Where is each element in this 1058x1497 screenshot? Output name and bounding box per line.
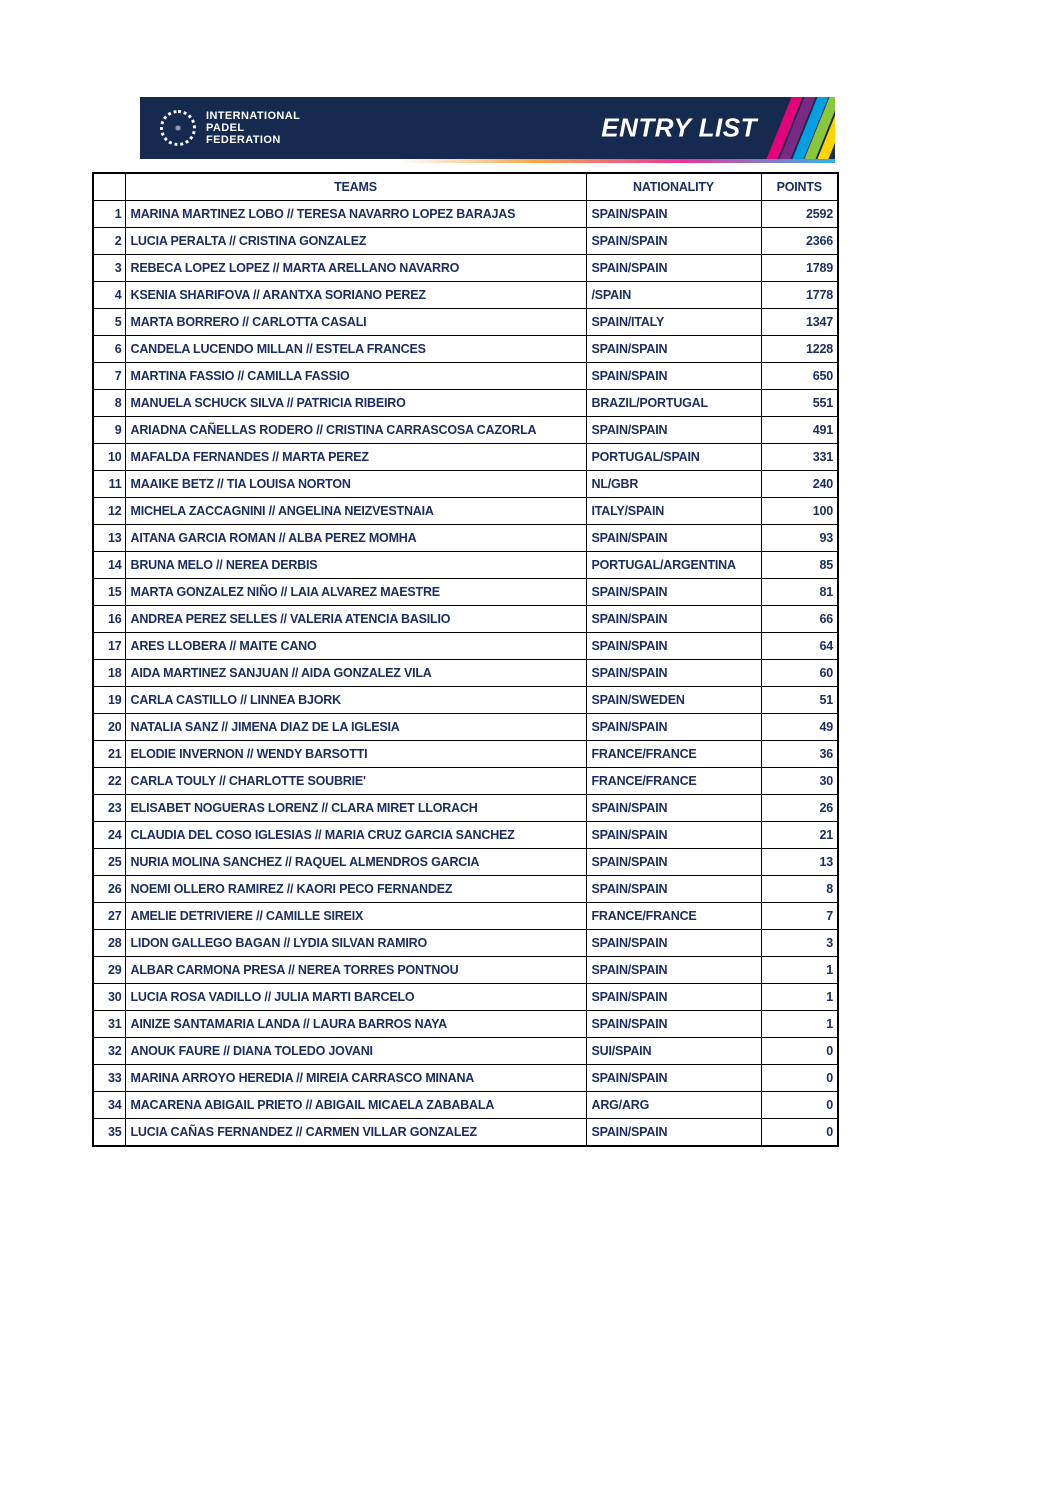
team-cell: AINIZE SANTAMARIA LANDA // LAURA BARROS NAYA (125, 1011, 586, 1038)
points-cell: 49 (761, 714, 838, 741)
entry-list-table (92, 172, 839, 1147)
team-cell: MAFALDA FERNANDES // MARTA PEREZ (125, 444, 586, 471)
table-row (93, 525, 838, 552)
nationality-cell: SPAIN/SPAIN (586, 201, 761, 228)
table-row (93, 984, 838, 1011)
nationality-cell: ARG/ARG (586, 1092, 761, 1119)
nationality-cell: SPAIN/SPAIN (586, 984, 761, 1011)
points-cell: 2592 (761, 201, 838, 228)
points-cell: 8 (761, 876, 838, 903)
rank-cell: 24 (93, 822, 125, 849)
table-row (93, 282, 838, 309)
team-cell: MARINA ARROYO HEREDIA // MIREIA CARRASCO MINANA (125, 1065, 586, 1092)
nationality-cell: FRANCE/FRANCE (586, 768, 761, 795)
nationality-cell: SPAIN/SPAIN (586, 1065, 761, 1092)
points-cell: 7 (761, 903, 838, 930)
table-row (93, 444, 838, 471)
nationality-cell: SPAIN/SPAIN (586, 228, 761, 255)
rank-cell: 16 (93, 606, 125, 633)
table-row (93, 390, 838, 417)
nationality-cell: SPAIN/SPAIN (586, 417, 761, 444)
points-cell: 650 (761, 363, 838, 390)
points-cell: 13 (761, 849, 838, 876)
banner-stripes-decoration (777, 97, 835, 159)
logo-line-1: INTERNATIONAL (206, 110, 301, 122)
points-cell: 240 (761, 471, 838, 498)
rank-cell: 18 (93, 660, 125, 687)
team-cell: MANUELA SCHUCK SILVA // PATRICIA RIBEIRO (125, 390, 586, 417)
rank-header (93, 173, 125, 201)
points-cell: 551 (761, 390, 838, 417)
nationality-cell: SPAIN/SPAIN (586, 336, 761, 363)
team-cell: CARLA TOULY // CHARLOTTE SOUBRIE' (125, 768, 586, 795)
team-cell: MAAIKE BETZ // TIA LOUISA NORTON (125, 471, 586, 498)
team-cell: ELODIE INVERNON // WENDY BARSOTTI (125, 741, 586, 768)
points-cell: 1 (761, 984, 838, 1011)
team-cell: AIDA MARTINEZ SANJUAN // AIDA GONZALEZ VILA (125, 660, 586, 687)
ipf-logo-text (206, 110, 300, 146)
table-row (93, 579, 838, 606)
team-cell: LIDON GALLEGO BAGAN // LYDIA SILVAN RAMIRO (125, 930, 586, 957)
table-row (93, 1119, 838, 1147)
table-row (93, 255, 838, 282)
ipf-logo (160, 110, 300, 146)
team-cell: MARTINA FASSIO // CAMILLA FASSIO (125, 363, 586, 390)
points-cell: 81 (761, 579, 838, 606)
nationality-cell: PORTUGAL/ARGENTINA (586, 552, 761, 579)
nationality-cell: SPAIN/SWEDEN (586, 687, 761, 714)
rank-cell: 2 (93, 228, 125, 255)
rank-cell: 14 (93, 552, 125, 579)
ipf-globe-icon (160, 110, 196, 146)
teams-header: TEAMS (125, 173, 586, 201)
team-cell: AITANA GARCIA ROMAN // ALBA PEREZ MOMHA (125, 525, 586, 552)
points-cell: 66 (761, 606, 838, 633)
rank-cell: 32 (93, 1038, 125, 1065)
rank-cell: 12 (93, 498, 125, 525)
table-row (93, 660, 838, 687)
logo-line-2: PADEL (206, 122, 245, 134)
points-cell: 0 (761, 1092, 838, 1119)
team-cell: MARTA BORRERO // CARLOTTA CASALI (125, 309, 586, 336)
rank-cell: 34 (93, 1092, 125, 1119)
rank-cell: 20 (93, 714, 125, 741)
team-cell: MACARENA ABIGAIL PRIETO // ABIGAIL MICAELA ZABABALA (125, 1092, 586, 1119)
rank-cell: 23 (93, 795, 125, 822)
table-row (93, 903, 838, 930)
table-row (93, 201, 838, 228)
rank-cell: 6 (93, 336, 125, 363)
table-row (93, 1065, 838, 1092)
rank-cell: 10 (93, 444, 125, 471)
table-row (93, 498, 838, 525)
points-cell: 85 (761, 552, 838, 579)
table-row (93, 417, 838, 444)
points-cell: 51 (761, 687, 838, 714)
table-row (93, 471, 838, 498)
table-row (93, 741, 838, 768)
rank-cell: 4 (93, 282, 125, 309)
rank-cell: 25 (93, 849, 125, 876)
points-cell: 1778 (761, 282, 838, 309)
nationality-cell: PORTUGAL/SPAIN (586, 444, 761, 471)
team-cell: ANDREA PEREZ SELLES // VALERIA ATENCIA BASILIO (125, 606, 586, 633)
points-cell: 1 (761, 1011, 838, 1038)
points-cell: 100 (761, 498, 838, 525)
team-cell: ARIADNA CAÑELLAS RODERO // CRISTINA CARRASCOSA CAZORLA (125, 417, 586, 444)
team-cell: NATALIA SANZ // JIMENA DIAZ DE LA IGLESIA (125, 714, 586, 741)
rank-cell: 26 (93, 876, 125, 903)
banner-underline-decoration (400, 159, 835, 163)
nationality-cell: SPAIN/SPAIN (586, 1011, 761, 1038)
table-row (93, 336, 838, 363)
nationality-cell: SPAIN/SPAIN (586, 795, 761, 822)
logo-line-3: FEDERATION (206, 134, 281, 146)
points-cell: 60 (761, 660, 838, 687)
nationality-cell: SPAIN/SPAIN (586, 525, 761, 552)
team-cell: MARINA MARTINEZ LOBO // TERESA NAVARRO LOPEZ BARAJAS (125, 201, 586, 228)
rank-cell: 31 (93, 1011, 125, 1038)
table-header-row (93, 173, 838, 201)
points-cell: 26 (761, 795, 838, 822)
table-row (93, 309, 838, 336)
nationality-cell: SPAIN/SPAIN (586, 579, 761, 606)
nationality-cell: SPAIN/SPAIN (586, 930, 761, 957)
nationality-cell: SPAIN/ITALY (586, 309, 761, 336)
rank-cell: 28 (93, 930, 125, 957)
rank-cell: 35 (93, 1119, 125, 1147)
table-row (93, 795, 838, 822)
team-cell: CANDELA LUCENDO MILLAN // ESTELA FRANCES (125, 336, 586, 363)
nationality-cell: SPAIN/SPAIN (586, 876, 761, 903)
table-row (93, 714, 838, 741)
rank-cell: 9 (93, 417, 125, 444)
nationality-cell: FRANCE/FRANCE (586, 903, 761, 930)
table-row (93, 687, 838, 714)
points-cell: 1228 (761, 336, 838, 363)
table-row (93, 849, 838, 876)
nationality-cell: SPAIN/SPAIN (586, 1119, 761, 1147)
points-cell: 1789 (761, 255, 838, 282)
team-cell: AMELIE DETRIVIERE // CAMILLE SIREIX (125, 903, 586, 930)
page-title: ENTRY LIST (601, 112, 757, 143)
team-cell: ARES LLOBERA // MAITE CANO (125, 633, 586, 660)
table-row (93, 1038, 838, 1065)
rank-cell: 27 (93, 903, 125, 930)
nationality-header: NATIONALITY (586, 173, 761, 201)
team-cell: KSENIA SHARIFOVA // ARANTXA SORIANO PEREZ (125, 282, 586, 309)
rank-cell: 8 (93, 390, 125, 417)
table-row (93, 876, 838, 903)
nationality-cell: SPAIN/SPAIN (586, 255, 761, 282)
team-cell: CLAUDIA DEL COSO IGLESIAS // MARIA CRUZ GARCIA SANCHEZ (125, 822, 586, 849)
points-cell: 30 (761, 768, 838, 795)
entry-table-body (93, 201, 838, 1147)
team-cell: NURIA MOLINA SANCHEZ // RAQUEL ALMENDROS GARCIA (125, 849, 586, 876)
nationality-cell: SPAIN/SPAIN (586, 606, 761, 633)
table-row (93, 1011, 838, 1038)
points-cell: 1347 (761, 309, 838, 336)
team-cell: ANOUK FAURE // DIANA TOLEDO JOVANI (125, 1038, 586, 1065)
points-cell: 0 (761, 1038, 838, 1065)
table-row (93, 633, 838, 660)
points-cell: 0 (761, 1065, 838, 1092)
points-cell: 64 (761, 633, 838, 660)
points-cell: 3 (761, 930, 838, 957)
nationality-cell: SPAIN/SPAIN (586, 849, 761, 876)
points-header: POINTS (761, 173, 838, 201)
rank-cell: 1 (93, 201, 125, 228)
rank-cell: 5 (93, 309, 125, 336)
table-row (93, 1092, 838, 1119)
team-cell: LUCIA PERALTA // CRISTINA GONZALEZ (125, 228, 586, 255)
table-row (93, 957, 838, 984)
table-row (93, 228, 838, 255)
team-cell: ELISABET NOGUERAS LORENZ // CLARA MIRET LLORACH (125, 795, 586, 822)
points-cell: 491 (761, 417, 838, 444)
rank-cell: 15 (93, 579, 125, 606)
rank-cell: 17 (93, 633, 125, 660)
rank-cell: 29 (93, 957, 125, 984)
nationality-cell: SPAIN/SPAIN (586, 660, 761, 687)
team-cell: CARLA CASTILLO // LINNEA BJORK (125, 687, 586, 714)
points-cell: 21 (761, 822, 838, 849)
nationality-cell: SPAIN/SPAIN (586, 822, 761, 849)
team-cell: LUCIA CAÑAS FERNANDEZ // CARMEN VILLAR GONZALEZ (125, 1119, 586, 1147)
rank-cell: 13 (93, 525, 125, 552)
team-cell: MARTA GONZALEZ NIÑO // LAIA ALVAREZ MAESTRE (125, 579, 586, 606)
nationality-cell: SPAIN/SPAIN (586, 714, 761, 741)
team-cell: MICHELA ZACCAGNINI // ANGELINA NEIZVESTNAIA (125, 498, 586, 525)
table-row (93, 822, 838, 849)
rank-cell: 22 (93, 768, 125, 795)
team-cell: LUCIA ROSA VADILLO // JULIA MARTI BARCELO (125, 984, 586, 1011)
nationality-cell: /SPAIN (586, 282, 761, 309)
nationality-cell: SPAIN/SPAIN (586, 363, 761, 390)
rank-cell: 11 (93, 471, 125, 498)
team-cell: ALBAR CARMONA PRESA // NEREA TORRES PONTNOU (125, 957, 586, 984)
table-row (93, 606, 838, 633)
points-cell: 0 (761, 1119, 838, 1147)
nationality-cell: SUI/SPAIN (586, 1038, 761, 1065)
table-row (93, 768, 838, 795)
nationality-cell: NL/GBR (586, 471, 761, 498)
nationality-cell: FRANCE/FRANCE (586, 741, 761, 768)
rank-cell: 19 (93, 687, 125, 714)
points-cell: 331 (761, 444, 838, 471)
rank-cell: 7 (93, 363, 125, 390)
nationality-cell: SPAIN/SPAIN (586, 633, 761, 660)
team-cell: REBECA LOPEZ LOPEZ // MARTA ARELLANO NAVARRO (125, 255, 586, 282)
table-row (93, 930, 838, 957)
rank-cell: 3 (93, 255, 125, 282)
nationality-cell: SPAIN/SPAIN (586, 957, 761, 984)
points-cell: 93 (761, 525, 838, 552)
rank-cell: 30 (93, 984, 125, 1011)
rank-cell: 33 (93, 1065, 125, 1092)
points-cell: 2366 (761, 228, 838, 255)
team-cell: BRUNA MELO // NEREA DERBIS (125, 552, 586, 579)
nationality-cell: BRAZIL/PORTUGAL (586, 390, 761, 417)
table-row (93, 363, 838, 390)
header-banner (140, 97, 835, 159)
points-cell: 36 (761, 741, 838, 768)
table-row (93, 552, 838, 579)
rank-cell: 21 (93, 741, 125, 768)
team-cell: NOEMI OLLERO RAMIREZ // KAORI PECO FERNANDEZ (125, 876, 586, 903)
nationality-cell: ITALY/SPAIN (586, 498, 761, 525)
points-cell: 1 (761, 957, 838, 984)
